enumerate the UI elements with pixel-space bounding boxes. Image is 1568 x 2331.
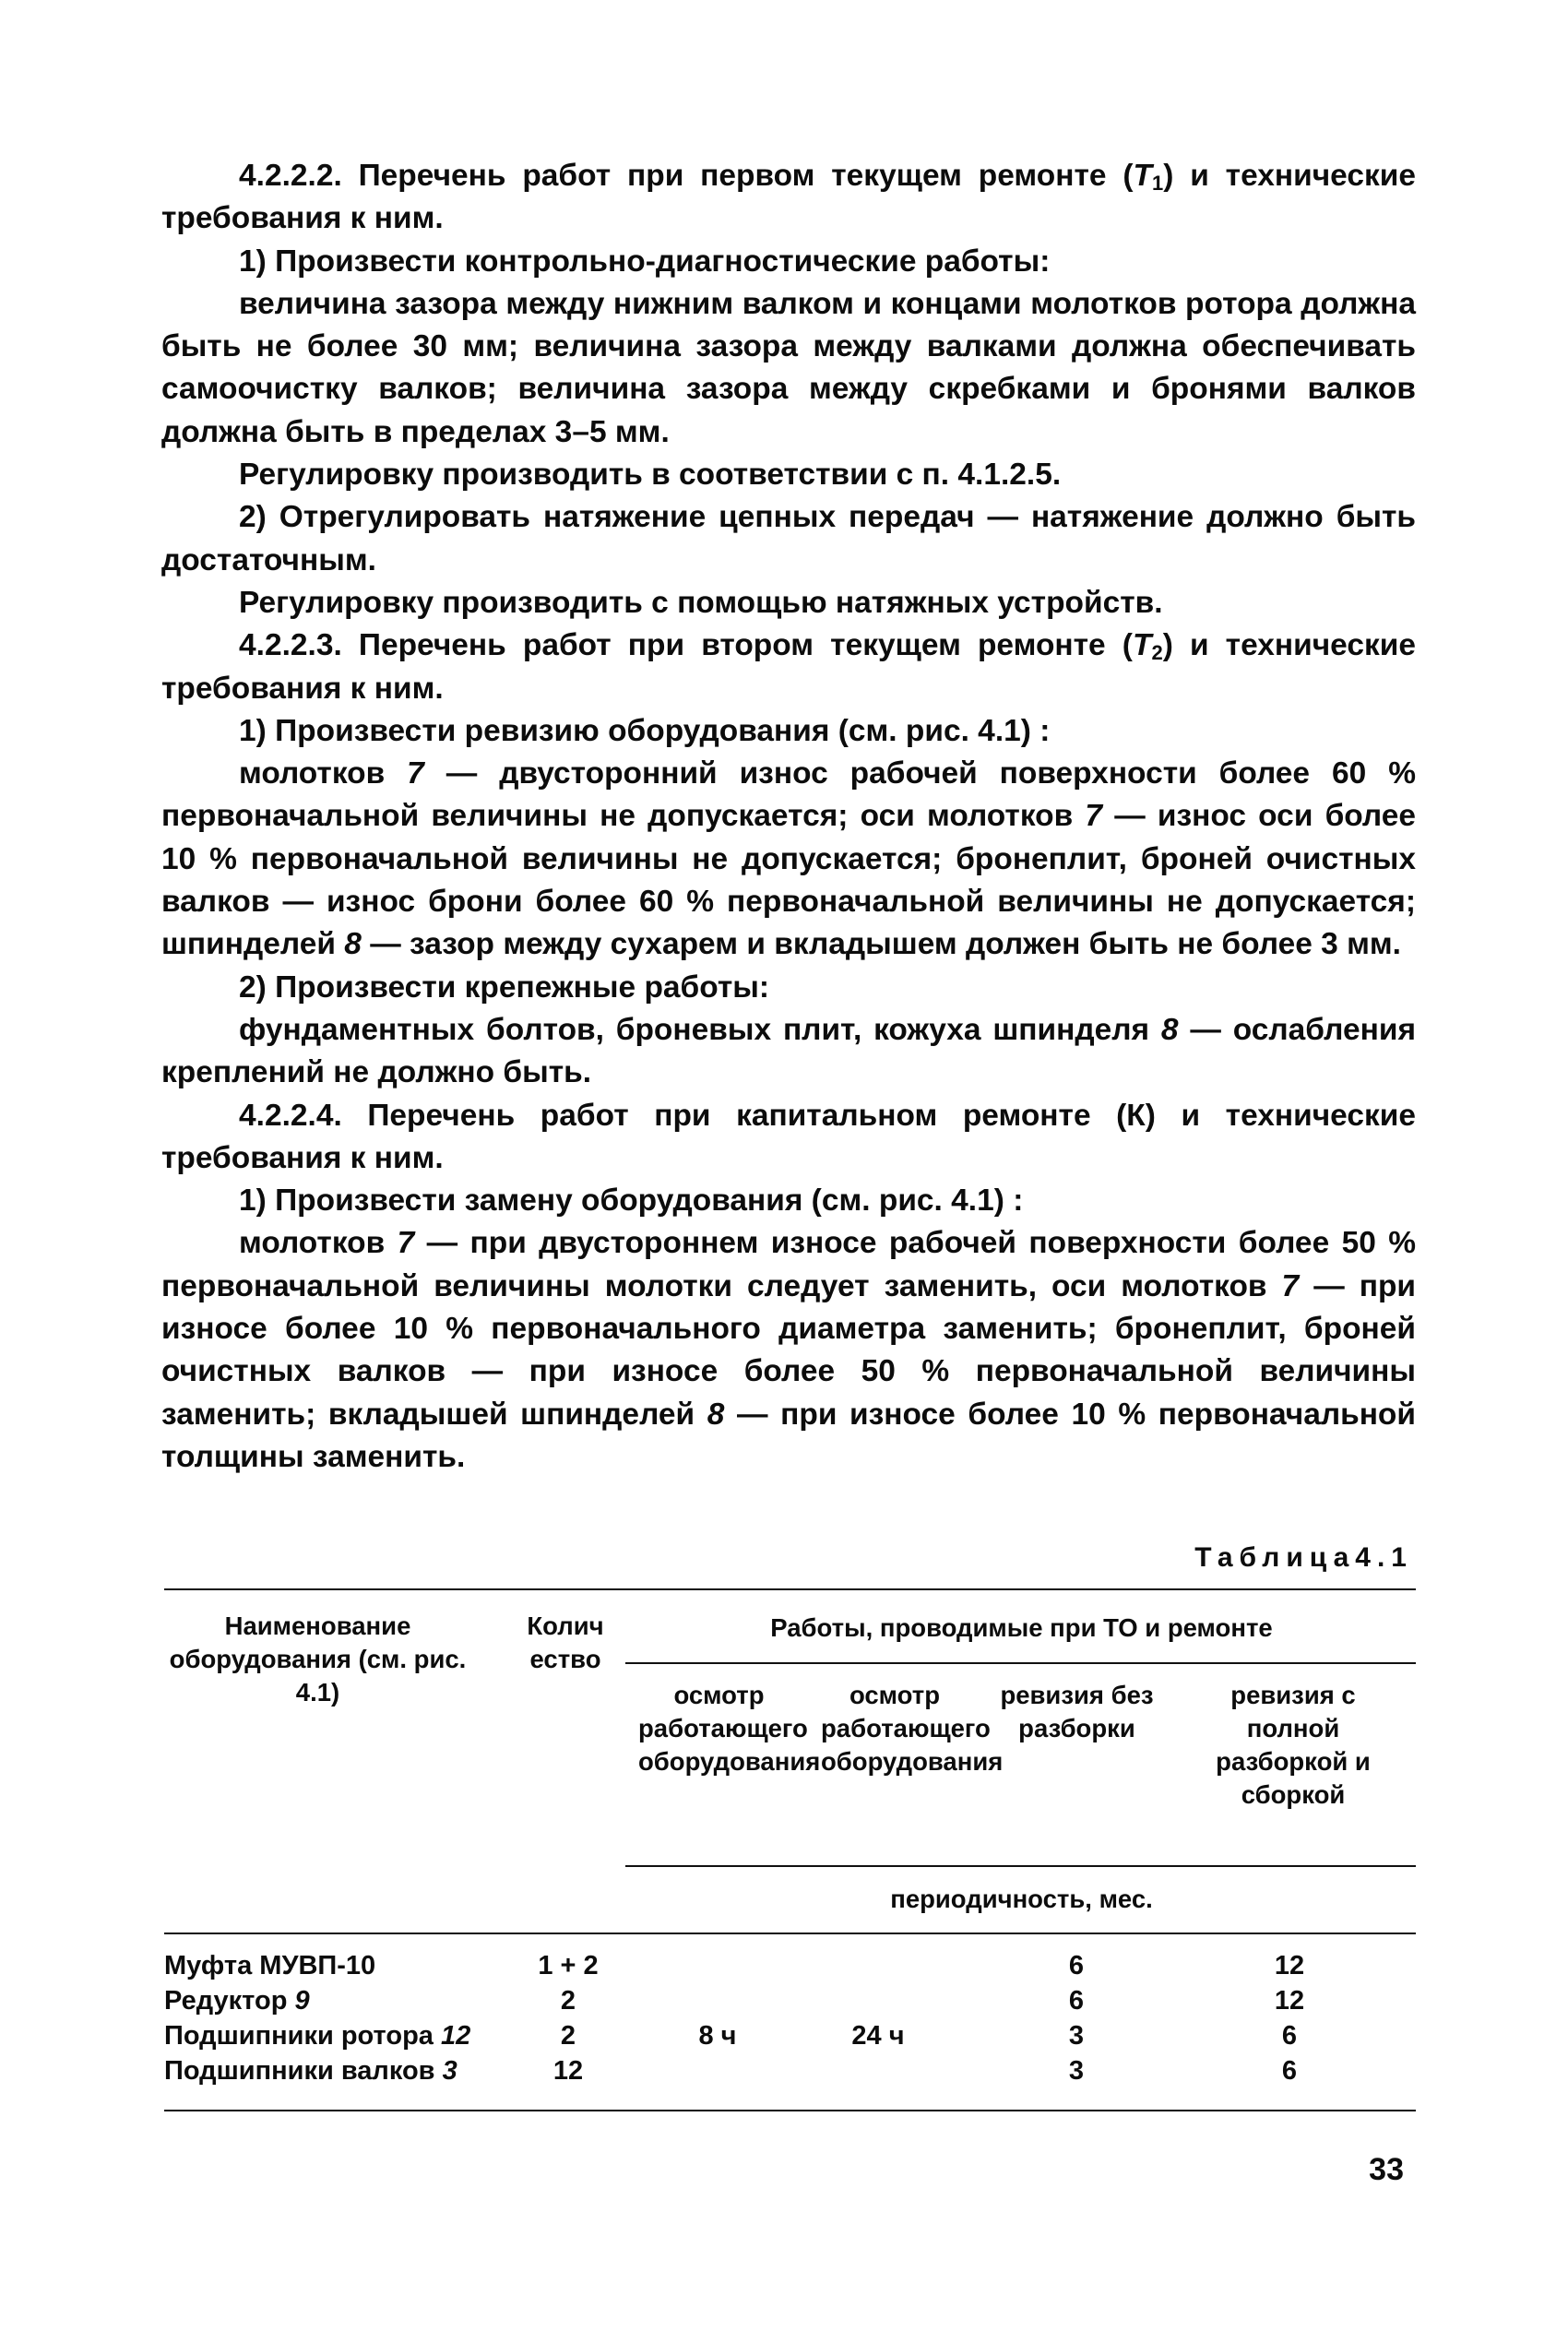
paragraph-tension-devices: Регулировку производить с помощью натяжных устройств. [239, 585, 1163, 620]
works-header-rule [625, 1662, 1416, 1664]
paragraph-adjust-ref: Регулировку производить в соответствии с п. 4.1.2.5. [239, 458, 1062, 493]
row-c2: 24 ч [851, 2021, 905, 2051]
row-c3: 6 [1068, 1951, 1085, 1980]
paragraph-4-2-2-3: 4.2.2.3. Перечень работ при втором текущем ремонте $(Т_2)$ и технические требования к ним. [161, 628, 1416, 706]
row-c4: 6 [1281, 2021, 1298, 2051]
row-name: Подшипники валков 3 [164, 2056, 457, 2086]
row-c1: 8 ч [698, 2021, 737, 2051]
paragraph-fastening: 2) Произвести крепежные работы: [239, 969, 770, 1005]
header-qty: Количество [527, 1611, 604, 1673]
row-name: Муфта МУВП-10 [164, 1951, 376, 1980]
paragraph-4-2-2-2: 4.2.2.2. Перечень работ при первом текущем ремонте $(Т_1)$ и технические требования к ним. [161, 159, 1416, 236]
header-col4: ревизия с полной разборкой и сборкой [1216, 1681, 1371, 1809]
header-col3: ревизия без разборки [1000, 1681, 1154, 1742]
row-c3: 3 [1068, 2056, 1085, 2086]
paragraph-control-diagnostic: 1) Произвести контрольно-диагностические работы: [239, 244, 1051, 279]
row-c3: 6 [1068, 1986, 1085, 2016]
row-c3: 3 [1068, 2021, 1085, 2051]
subheader-rule [625, 1865, 1416, 1867]
page-number: 33 [1369, 2152, 1404, 2187]
paragraph-4-2-2-4: 4.2.2.4. Перечень работ при капитальном ремонте (К) и технические требования к ним. [161, 1098, 1416, 1175]
header-col1: осмотр работающего оборудования [638, 1681, 821, 1776]
table-caption: Таблица4.1 [1194, 1542, 1413, 1573]
row-name: Редуктор 9 [164, 1986, 310, 2016]
header-col2: осмотр работающего оборудования [821, 1681, 1004, 1776]
table-top-rule [164, 1588, 1416, 1590]
row-qty: 1 + 2 [538, 1951, 599, 1980]
paragraph-replacement-details: молотков 7 — при двустороннем износе рабочей поверхности более 50 % первоначальной величины молотки следует заменить, оси молотков 7 — при износе более 10 % первоначального диаметра заменить; бронеплит, броней очистных валков — при износе более 50 % первоначальной величины заменить; вкладышей шпинделей 8 — при износе более 10 % первоначальной толщины заменить. [161, 1226, 1417, 1474]
paragraph-chain-tension: 2) Отрегулировать натяжение цепных передач — натяжение должно быть достаточным. [161, 500, 1416, 577]
row-name: Подшипники ротора 12 [164, 2021, 471, 2051]
row-c4: 6 [1281, 2056, 1298, 2086]
row-qty: 2 [560, 2021, 576, 2051]
row-c4: 12 [1274, 1986, 1305, 2016]
paragraph-revision-details: молотков 7 — двусторонний износ рабочей поверхности более 60 % первоначальной величины не допускается; оси молотков 7 — износ оси более 10 % первоначальной величины не допускается; бронеплит, броней очистных валков — износ брони более 60 % первоначальной величины не допускается; шпинделей 8 — зазор между сухарем и вкладышем должен быть не более 3 мм. [161, 756, 1416, 962]
body-text [161, 155, 1416, 1479]
header-works: Работы, проводимые при ТО и ремонте [770, 1613, 1273, 1642]
paragraph-gap-values: величина зазора между нижним валком и концами молотков ротора должна быть не более 30 мм; величина зазора между валками должна обеспечивать самоочистку валков; величина зазора между скребками и бронями валков должна быть в пределах 3–5 мм. [161, 286, 1416, 449]
paragraph-replacement: 1) Произвести замену оборудования (см. рис. 4.1) : [239, 1183, 1024, 1219]
row-qty: 2 [560, 1986, 576, 2016]
header-bottom-rule [164, 1933, 1416, 1934]
row-qty: 12 [552, 2056, 584, 2086]
table-bottom-rule [164, 2110, 1416, 2111]
paragraph-fastening-details: фундаментных болтов, броневых плит, кожуха шпинделя 8 — ослабления креплений не должно быть. [161, 1012, 1416, 1090]
header-name: Наименование оборудования (см. рис. 4.1) [169, 1611, 467, 1707]
paragraph-revision: 1) Произвести ревизию оборудования (см. рис. 4.1) : [239, 713, 1051, 748]
row-c4: 12 [1274, 1951, 1305, 1980]
header-periodicity: периодичность, мес. [890, 1885, 1153, 1913]
